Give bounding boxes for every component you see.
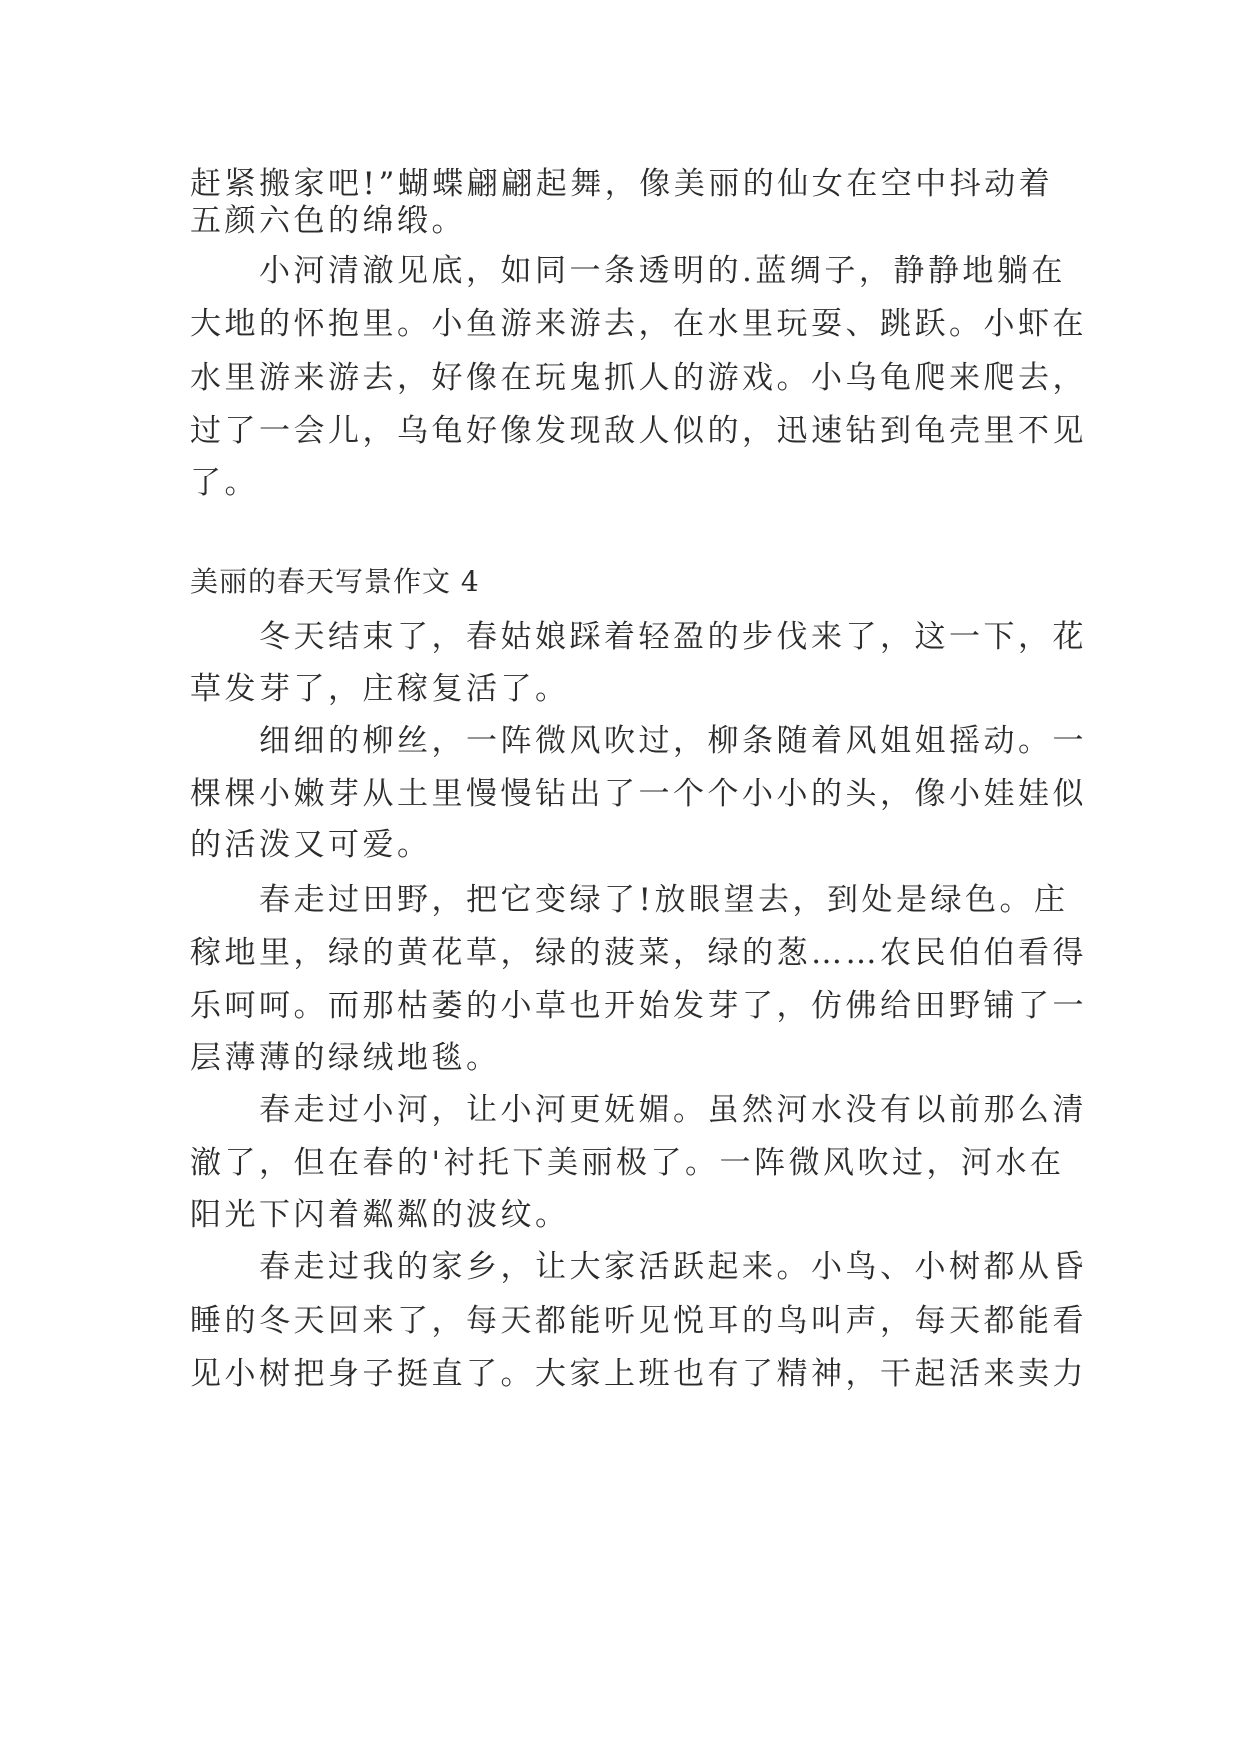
text-line: 稼地里，绿的黄花草，绿的菠菜，绿的葱……农民伯伯看得 bbox=[190, 935, 1087, 971]
text-line: 草发芽了，庄稼复活了。 bbox=[190, 671, 570, 707]
text-line: 睡的冬天回来了，每天都能听见悦耳的鸟叫声，每天都能看 bbox=[190, 1303, 1087, 1339]
text-line: 小河清澈见底，如同一条透明的.蓝绸子，静静地躺在 bbox=[190, 253, 1066, 289]
text-line: 大地的怀抱里。小鱼游来游去，在水里玩耍、跳跃。小虾在 bbox=[190, 306, 1087, 342]
text-line: 乐呵呵。而那枯萎的小草也开始发芽了，仿佛给田野铺了一 bbox=[190, 988, 1087, 1024]
section-heading: 美丽的春天写景作文 4 bbox=[190, 565, 480, 598]
text-line: 春走过田野，把它变绿了!放眼望去，到处是绿色。庄 bbox=[190, 882, 1069, 918]
text-line: 春走过小河，让小河更妩媚。虽然河水没有以前那么清 bbox=[190, 1092, 1087, 1128]
text-line: 赶紧搬家吧!”蝴蝶翩翩起舞，像美丽的仙女在空中抖动着 bbox=[190, 166, 1054, 202]
text-line: 细细的柳丝，一阵微风吹过，柳条随着风姐姐摇动。一 bbox=[190, 723, 1087, 759]
text-line: 了。 bbox=[190, 465, 259, 501]
text-line: 棵棵小嫩芽从土里慢慢钻出了一个个小小的头，像小娃娃似 bbox=[190, 776, 1087, 812]
text-line: 五颜六色的绵缎。 bbox=[190, 203, 466, 239]
text-line: 冬天结束了，春姑娘踩着轻盈的步伐来了，这一下，花 bbox=[190, 619, 1087, 655]
text-line: 阳光下闪着粼粼的波纹。 bbox=[190, 1197, 570, 1233]
text-line: 澈了，但在春的'衬托下美丽极了。一阵微风吹过，河水在 bbox=[190, 1145, 1065, 1181]
text-line: 层薄薄的绿绒地毯。 bbox=[190, 1040, 501, 1076]
text-line: 水里游来游去，好像在玩鬼抓人的游戏。小乌龟爬来爬去， bbox=[190, 360, 1087, 396]
text-line: 过了一会儿，乌龟好像发现敌人似的，迅速钻到龟壳里不见 bbox=[190, 413, 1087, 449]
text-line: 见小树把身子挺直了。大家上班也有了精神，干起活来卖力 bbox=[190, 1356, 1087, 1392]
text-line: 的活泼又可爱。 bbox=[190, 827, 432, 863]
text-line: 春走过我的家乡，让大家活跃起来。小鸟、小树都从昏 bbox=[190, 1249, 1087, 1285]
